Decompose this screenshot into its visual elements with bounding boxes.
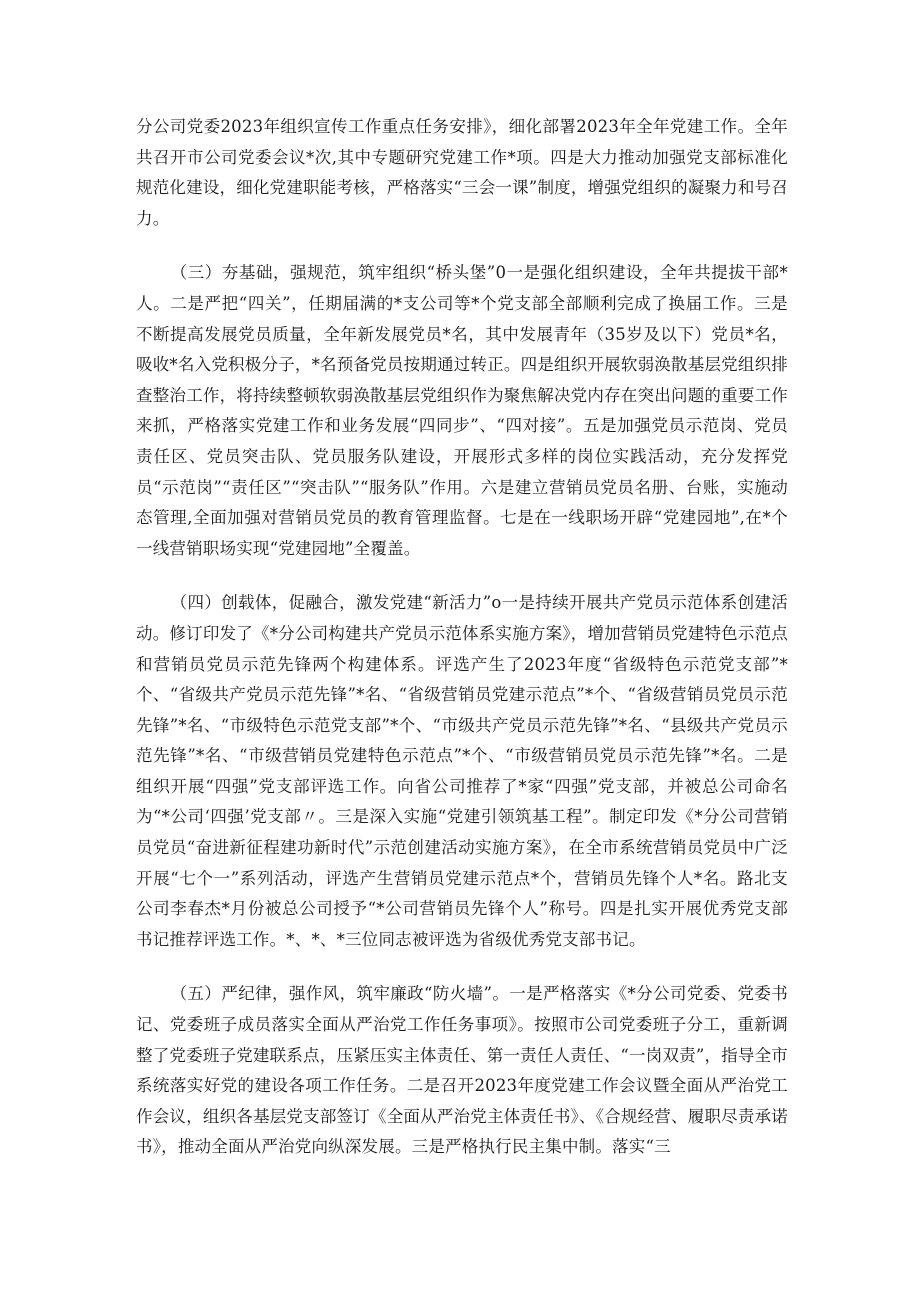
document-page: [136, 112, 788, 1187]
paragraph-section-3: （三）夯基础，强规范，筑牢组织“桥头堡”0一是强化组织建设，全年共提拔干部*人。二是严把“四关”，任期届满的*支公司等*个党支部全部顺利完成了换届工作。三是不断提高发展党员质量，全年新发展党员*名，其中发展青年（35岁及以下）党员*名，吸收*名入党积极分子，*名预备党员按期通过转正。四是组织开展软弱涣散基层党组织排查整治工作，将持续整顿软弱涣散基层党组织作为聚焦解决党内存在突出问题的重要工作来抓，严格落实党建工作和业务发展“四同步”、“四对接”。五是加强党员示范岗、党员责任区、党员突击队、党员服务队建设，开展形式多样的岗位实践活动，充分发挥党员“示范岗”“责任区”“突击队”“服务队”作用。六是建立营销员党员名册、台账，实施动态管理,全面加强对营销员党员的教育管理监督。七是在一线职场开辟“党建园地”,在*个一线营销职场实现“党建园地”全覆盖。: [136, 263, 788, 558]
paragraph-continuation: 分公司党委2023年组织宣传工作重点任务安排》，细化部署2023年全年党建工作。全年共召开市公司党委会议*次,其中专题研究党建工作*项。四是大力推动加强党支部标准化规范化建设，细化党建职能考核，严格落实“三会一课”制度，增强党组织的凝聚力和号召力。: [136, 117, 788, 228]
paragraph-section-5: （五）严纪律，强作风，筑牢廉政“防火墙”。一是严格落实《*分公司党委、党委书记、党委班子成员落实全面从严治党工作任务事项》。按照市公司党委班子分工，重新调整了党委班子党建联系点，压紧压实主体责任、第一责任人责任、“一岗双责”，指导全市系统落实好党的建设各项工作任务。二是召开2023年度党建工作会议暨全面从严治党工作会议，组织各基层党支部签订《全面从严治党主体责任书》、《合规经营、履职尽责承诺书》，推动全面从严治党向纵深发展。三是严格执行民主集中制。落实“三: [136, 984, 788, 1157]
paragraph-section-4: （四）创载体，促融合，激发党建“新活力”o一是持续开展共产党员示范体系创建活动。修订印发了《*分公司构建共产党员示范体系实施方案》，增加营销员党建特色示范点和营销员党员示范先锋两个构建体系。评选产生了2023年度“省级特色示范党支部”*个、“省级共产党员示范先锋”*名、“省级营销员党建示范点”*个、“省级营销员党员示范先锋”*名、“市级特色示范党支部”*个、“市级共产党员示范先锋”*名、“县级共产党员示范先锋”*名、“市级营销员党建特色示范点”*个、“市级营销员党员示范先锋”*名。二是组织开展“四强”党支部评选工作。向省公司推荐了*家“四强”党支部，并被总公司命名为“*公司‘四强’党支部〃。三是深入实施“党建引领筑基工程”。制定印发《*分公司营销员党员“奋进新征程建功新时代”示范创建活动实施方案》，在全市系统营销员党员中广泛开展“七个一”系列活动，评选产生营销员党建示范点*个，营销员先锋个人*名。路北支公司李春杰*月份被总公司授予“*公司营销员先锋个人”称号。四是扎实开展优秀党支部书记推荐评选工作。*、*、*三位同志被评选为省级优秀党支部书记。: [136, 593, 788, 949]
